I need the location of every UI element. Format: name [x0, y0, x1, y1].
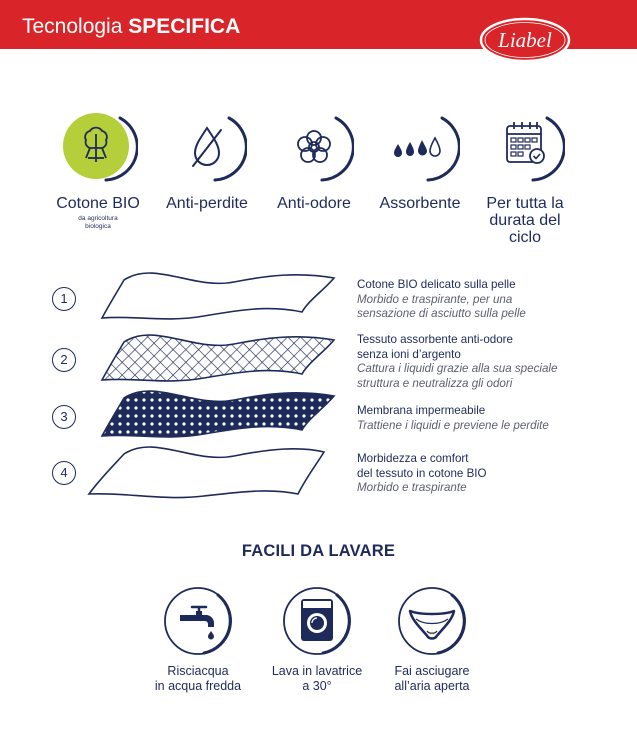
layer-number-3: 3 — [52, 405, 76, 429]
layer-title: Morbidezza e comfort — [357, 452, 469, 465]
layer-number-2: 2 — [52, 348, 76, 372]
cotton-icon — [58, 108, 138, 188]
label-line: Lava in lavatrice — [271, 664, 363, 678]
layer-title: Membrana impermeabile — [357, 404, 486, 417]
calendar-icon — [485, 108, 565, 188]
layer-description: Trattiene i liquidi e previene le perdite — [357, 418, 549, 432]
logo-text: Liabel — [498, 28, 552, 52]
layer-number-4: 4 — [52, 461, 76, 485]
layer-description: Cattura i liquidi grazie alla sua speciale — [357, 362, 558, 375]
layer-3-text — [357, 404, 627, 433]
feature-cotone-bio — [42, 108, 154, 231]
label-line: all’aria aperta — [394, 679, 470, 693]
feature-label: Anti-perdite — [166, 195, 248, 212]
washing-machine-icon — [281, 585, 353, 657]
page-title — [22, 15, 240, 39]
layer-number-1: 1 — [52, 287, 76, 311]
no-drop-icon — [167, 108, 247, 188]
label-line: ciclo — [508, 229, 541, 246]
sublabel-line: da agricoltura — [78, 215, 118, 222]
label-line: Fai asciugare — [394, 664, 470, 678]
underwear-icon — [396, 585, 468, 657]
label-line: durata del — [489, 212, 561, 229]
drops-icon — [380, 108, 460, 188]
title-bold: SPECIFICA — [128, 15, 241, 38]
layer-description: sensazione di asciutto sulla pelle — [357, 307, 526, 320]
feature-anti-odore — [258, 108, 370, 212]
wash-section-title: FACILI DA LAVARE — [241, 542, 396, 560]
feature-label: Cotone BIO — [56, 195, 140, 212]
layer-title: del tessuto in cotone BIO — [357, 466, 487, 480]
label-line: in acqua fredda — [154, 679, 242, 693]
feature-anti-perdite — [151, 108, 263, 212]
brand-logo — [478, 15, 572, 65]
layer-1-text — [357, 278, 627, 322]
label-line: Risciacqua — [167, 664, 229, 678]
layer-4-shape — [89, 447, 324, 498]
faucet-icon — [162, 585, 234, 657]
layer-title: senza ioni d’argento — [357, 347, 461, 361]
layer-4-text — [357, 452, 627, 496]
feature-label: Anti-odore — [277, 195, 351, 212]
layer-2-shape — [102, 335, 334, 381]
layer-title: Tessuto assorbente anti-odore — [357, 333, 513, 346]
layer-title: Cotone BIO delicato sulla pelle — [357, 278, 516, 291]
layer-description: Morbido e traspirante, per una — [357, 292, 513, 306]
layers-illustration — [84, 260, 344, 505]
layer-description: struttura e neutralizza gli odori — [357, 376, 513, 390]
feature-assorbente — [364, 108, 476, 212]
layer-description: Morbido e traspirante — [357, 481, 467, 494]
feature-label — [469, 195, 581, 246]
layer-2-text — [357, 333, 627, 391]
feature-sublabel — [42, 215, 154, 231]
layer-1-shape — [102, 273, 334, 319]
feature-per-tutta-la-durata — [469, 108, 581, 246]
label-line: Per tutta la — [486, 195, 564, 212]
label-line: a 30° — [302, 679, 332, 693]
flower-icon — [274, 108, 354, 188]
layer-3-shape — [102, 391, 334, 437]
title-light: Tecnologia — [22, 15, 123, 38]
feature-label: Assorbente — [379, 195, 461, 212]
wash-label — [362, 664, 502, 694]
sublabel-line: biologica — [85, 223, 111, 230]
wash-item-asciugare — [362, 585, 502, 694]
